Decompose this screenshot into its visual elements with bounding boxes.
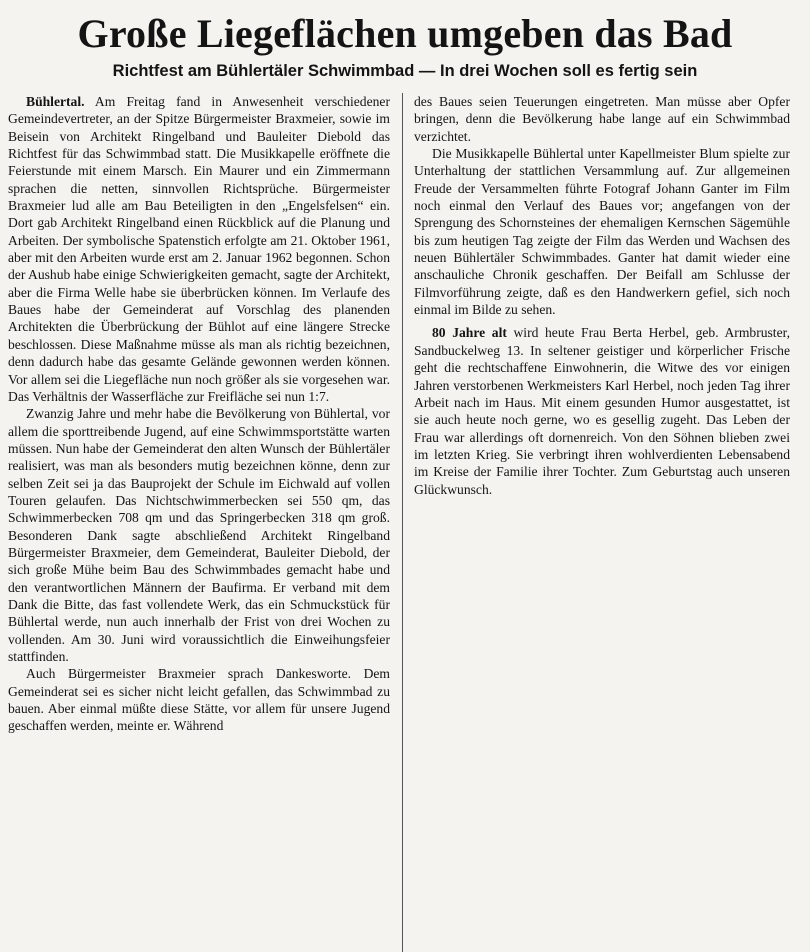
headline: Große Liegeflächen umgeben das Bad <box>77 11 733 56</box>
article-paragraph-2: Zwanzig Jahre und mehr habe die Bevölkerung von Bühlertal, vor allem die sporttreibende Jugend, auf eine Schwimmsportstätte warten müssen. Nun habe der Gemeinderat den alten Wunsch der Bühlertäler realisiert, was man als besonders mutig bezeichnen könne, denn zur selben Zeit sei ja das Bauprojekt der Schule im Eichwald auf vollen Touren gelaufen. Das Nichtschwimmerbecken sei 550 qm, das Schwimmerbecken 708 qm und das Springerbecken 318 qm groß. Besonderen Dank sagte abschließend Architekt Ringelband Bürgermeister Braxmeier, dem Gemeinderat, Bauleiter Diebold, der sich große Mühe beim Bau des Schwimmbades gemacht habe und den verantwortlichen Männern der Baufirma. Er verband mit dem Dank die Bitte, das fast vollendete Werk, das ein Schmuckstück für Bühlertal werde, nun auch innerhalb der Frist von drei Wochen zu vollenden. Am 30. Juni wird voraussichtlich die Einweihungsfeier stattfinden. <box>8 406 390 664</box>
article-paragraph-5: Die Musikkapelle Bühlertal unter Kapellmeister Blum spielte zur Unterhaltung der stattlichen Versammlung auf. Zur allgemeinen Freude der Versammelten führte Fotograf Johann Ganter im Film noch einmal den Verlauf des Baues vor; angefangen von der Sprengung des Schornsteines der ehemaligen Kernschen Sägemühle bis zum heutigen Tag zeigte der Film das Werden und Wachsen des neuen Bühlertäler Schwimmbades. Ganter hat damit wieder eine anschauliche Chronik geschaffen. Der Beifall am Schlusse der Filmvorführung zeigte, daß es den Handwerkern gefiel, sich noch einmal im Bilde zu sehen. <box>414 146 790 318</box>
paragraph-text: Am Freitag fand in Anwesenheit verschiedener Gemeindevertreter, an der Spitze Bürgermeister Braxmeier, sowie im Beisein von Architekt Ringelband und Bauleiter Diebold das Richtfest für das Schwimmbad statt. Die Musikkapelle eröffnete die Feierstunde mit einem Marsch. Ein Maurer und ein Zimmermann sprachen die netten, sinnvollen Richtsprüche. Bürgermeister Braxmeier lud alle am Bau Beteiligten in den „Engelsfelsen“ ein. Dort gab Architekt Ringelband einen Rückblick auf die Planung und Arbeiten. Der symbolische Spatenstich erfolgte am 21. Oktober 1961, aber mit den Arbeiten wurde erst am 2. Januar 1962 begonnen. Schon der Aushub habe einige Schwierigkeiten gemacht, sagte der Architekt, aber die Firma Welle habe sie überbrücken können. Im Verlaufe des Baues habe der Gemeinderat auf Vorschlag des planenden Architekten die Überbrückung der Bühlot auf eine längere Strecke beschlossen. Diese Maßnahme müsse als man als richtig bezeichnen, denn dadurch habe das gesamte Gelände gewonnen werden können. Vor allem sei die Liegefläche nun noch größer als sie vorgesehen war. Das Verhältnis der Wasserfläche zur Freifläche sei nun 1:7. <box>8 94 391 404</box>
column-divider <box>402 93 403 952</box>
subheadline: Richtfest am Bühlertäler Schwimmbad — In drei Wochen soll es fertig sein <box>112 62 698 80</box>
article-paragraph-3: Auch Bürgermeister Braxmeier sprach Dankesworte. Dem Gemeinderat sei es sicher nicht leicht gefallen, das Schwimmbad zu bauen. Aber einmal müßte diese Stätte, vor allem für unsere Jugend geschaffen werden, meinte er. Während <box>8 666 390 734</box>
birthday-notice <box>414 324 790 497</box>
article-paragraph-1 <box>8 93 390 405</box>
birthday-lead: 80 Jahre alt <box>432 325 507 341</box>
left-column <box>8 93 390 735</box>
article-paragraph-4: des Baues seien Teuerungen eingetreten. Man müsse aber Opfer bringen, denn die Bevölkerung habe lange auf ein Schwimmbad verzichtet. <box>414 94 790 144</box>
paragraph-text: wird heute Frau Berta Herbel, geb. Armbruster, Sandbuckelweg 13. In seltener geistiger und körperlicher Frische geht die rechtschaffene Einwohnerin, die Witwe des vor einigen Jahren verstorbenen Werkmeisters Karl Herbel, noch jeden Tag ihrer Arbeit nach im Haus. Mit einem gesunden Humor ausgestattet, ist sie auch heute noch gerne, wo es gesellig zugeht. Das Leben der Frau war allerdings oft dornenreich. Von den Söhnen blieben zwei im letzten Krieg. Sie verbringt ihren wohlverdienten Lebensabend im Kreise der Familie ihrer Tochter. Zum Geburtstag auch unseren Glückwunsch. <box>414 325 791 497</box>
right-column <box>414 93 790 498</box>
dateline: Bühlertal. <box>26 94 85 109</box>
